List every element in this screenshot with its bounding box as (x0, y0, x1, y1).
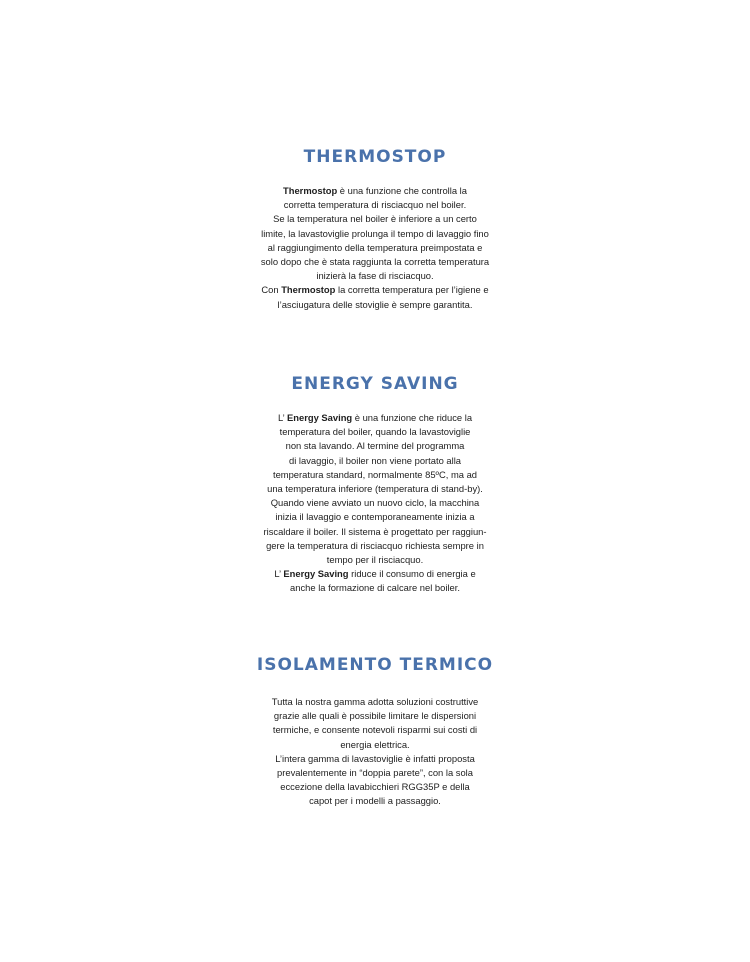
text-run: non sta lavando. Al termine del programma (285, 440, 465, 452)
text-line (0, 581, 750, 595)
text-line (0, 695, 750, 709)
section-heading: ISOLAMENTO TERMICO (256, 655, 494, 675)
section-heading: THERMOSTOP (303, 147, 447, 167)
bold-term: Energy Saving (283, 568, 349, 580)
text-line (0, 752, 750, 766)
text-run: riscaldare il boiler. Il sistema è progettato per raggiun- (263, 525, 487, 537)
text-run: anche la formazione di calcare nel boiler. (290, 582, 460, 594)
text-run: termiche, e consente notevoli risparmi sui costi di (272, 724, 478, 736)
text-run: prevalentemente in “doppia parete”, con la sola (277, 767, 473, 779)
text-line (0, 738, 750, 752)
text-line (0, 794, 750, 808)
bold-term: Thermostop (281, 284, 336, 296)
text-line (0, 539, 750, 553)
text-run: riduce il consumo di energia e (348, 568, 476, 580)
text-line (0, 766, 750, 780)
text-line (0, 780, 750, 794)
section-body (0, 184, 750, 312)
text-line (0, 198, 750, 212)
text-line (0, 298, 750, 312)
text-line (0, 723, 750, 737)
text-line (0, 553, 750, 567)
text-run: gere la temperatura di risciacquo richiesta sempre in (266, 539, 484, 551)
bold-term: Thermostop (283, 185, 338, 196)
section-body (0, 695, 750, 809)
text-run: L’intera gamma di lavastoviglie è infatti proposta (275, 752, 475, 764)
text-line (0, 454, 750, 468)
text-line (0, 425, 750, 439)
text-run: temperatura standard, normalmente 85ºC, ma ad (272, 468, 478, 480)
text-run: grazie alle quali è possibile limitare le dispersioni (273, 710, 477, 722)
section-heading: ENERGY SAVING (291, 374, 459, 394)
text-line (0, 468, 750, 482)
text-run: L’ (277, 412, 288, 423)
text-run: L’ (274, 568, 284, 580)
text-run: solo dopo che è stata raggiunta la corretta temperatura (260, 256, 490, 268)
text-run: una temperatura inferiore (temperatura di stand-by). (267, 483, 483, 495)
text-line (0, 510, 750, 524)
text-run: temperatura del boiler, quando la lavastoviglie (279, 426, 471, 438)
text-line (0, 411, 750, 425)
text-line (0, 482, 750, 496)
text-run: eccezione della lavabicchieri RGG35P e della (280, 781, 470, 793)
text-line (0, 184, 750, 198)
text-line (0, 439, 750, 453)
text-run: è una funzione che controlla la (337, 185, 467, 196)
text-line (0, 269, 750, 283)
section-thermostop (0, 147, 750, 312)
text-run: l’asciugatura delle stoviglie è sempre garantita. (277, 298, 473, 310)
text-run: di lavaggio, il boiler non viene portato alla (289, 454, 461, 466)
text-line (0, 525, 750, 539)
text-run: la corretta temperatura per l’igiene e (335, 284, 489, 296)
text-run: Con (261, 284, 282, 296)
text-line (0, 241, 750, 255)
text-run: è una funzione che riduce la (352, 412, 473, 423)
section-isolamento-termico (0, 655, 750, 809)
text-line (0, 227, 750, 241)
text-line (0, 496, 750, 510)
text-line (0, 567, 750, 581)
text-run: Tutta la nostra gamma adotta soluzioni costruttive (271, 696, 479, 707)
text-run: Se la temperatura nel boiler è inferiore a un certo (273, 213, 477, 225)
section-energy-saving (0, 374, 750, 596)
text-run: inizia il lavaggio e contemporaneamente inizia a (275, 511, 475, 523)
bold-term: Energy Saving (287, 412, 353, 423)
text-run: al raggiungimento della temperatura preimpostata e (267, 241, 483, 253)
text-line (0, 709, 750, 723)
section-body (0, 411, 750, 596)
text-run: corretta temperatura di risciacquo nel boiler. (283, 199, 467, 211)
text-run: limite, la lavastoviglie prolunga il tempo di lavaggio fino (261, 227, 489, 239)
text-run: inizierà la fase di risciacquo. (316, 270, 434, 282)
text-run: capot per i modelli a passaggio. (309, 795, 441, 807)
text-line (0, 283, 750, 297)
text-line (0, 255, 750, 269)
text-run: tempo per il risciacquo. (326, 554, 424, 566)
text-run: energia elettrica. (340, 738, 410, 750)
text-line (0, 212, 750, 226)
text-run: Quando viene avviato un nuovo ciclo, la macchina (270, 497, 480, 509)
